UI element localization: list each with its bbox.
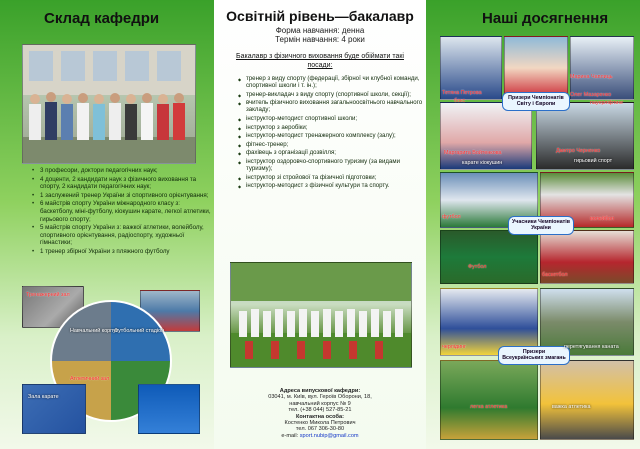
- ukrainian-prizes-bubble: Призери Всеукраїнських змагань: [498, 346, 570, 365]
- corridor-label: Навчальний корпус: [70, 328, 119, 334]
- national-participants-bubble: Учасники Чемпіонатів України: [508, 216, 574, 235]
- positions-list: [234, 75, 424, 191]
- address-heading: Адреса випускової кафедри:: [279, 388, 361, 394]
- staff-item: • 1 заслужений тренер України зі спортивного орієнтування;: [40, 192, 214, 200]
- staff-item: • 6 майстрів спорту України міжнародного класу з: баскетболу, міні-футболу, кіокушин карате, легкої атлетики, гирьового спорту;: [40, 200, 214, 223]
- position-item: ◆ інструктор-методист з фізичної культури та спорту.: [246, 182, 424, 189]
- contact-name: Костенко Микола Петрович: [284, 420, 356, 427]
- contacts-block: [214, 388, 426, 439]
- address-line1: 03041, м. Київ, вул. Героїв Оборони, 18,: [268, 394, 372, 401]
- pool-photo: [138, 384, 200, 434]
- middle-column: [214, 0, 426, 449]
- athlete-name: Маргарита Войтенкова: [444, 150, 502, 156]
- athlete-photo: [570, 36, 634, 100]
- world-champions-block: [440, 36, 632, 168]
- contact-heading: Контактна особа:: [296, 413, 344, 420]
- position-item: ◆ інструктор-методист спортивної школи;: [246, 115, 424, 122]
- staff-item: • 3 професори, доктори педагогічних наук;: [40, 167, 214, 175]
- department-phone: тел. (+38 044) 527-85-21: [288, 407, 352, 414]
- graduates-illustration: [231, 263, 411, 367]
- ukrainian-prizes-block: [440, 288, 632, 438]
- facilities-collage: [22, 286, 200, 438]
- staff-item: • 5 майстрів спорту України з: важкої атлетики, волейболу, спортивного орієнтування, радіоспорту, художньої гімнастики;: [40, 224, 214, 247]
- level-title: Освітній рівень—бакалавр: [226, 8, 414, 24]
- event-photo: [440, 360, 538, 440]
- athlete-sport: бокс: [454, 98, 466, 104]
- team-sport: волейбол: [590, 216, 614, 222]
- world-champions-bubble: Призери Чемпіонатів Світу і Європи: [502, 92, 570, 111]
- address-line2: навчальний корпус № 9: [289, 400, 351, 407]
- email-link[interactable]: sport.nubip@gmail.com: [299, 432, 359, 439]
- athletics-label: Атлетичний зал: [70, 376, 110, 382]
- email-label: e-mail:: [281, 432, 299, 439]
- event-sport: важка атлетика: [552, 404, 591, 410]
- left-column: [0, 0, 214, 449]
- staff-group-illustration: [23, 45, 195, 163]
- position-item: ◆ фахівець з організації дозвілля;: [246, 149, 424, 156]
- team-photo: [440, 230, 538, 284]
- position-item: ◆ фітнес-тренер;: [246, 141, 424, 148]
- athlete-name: Олег Мазаренко: [570, 92, 612, 98]
- staff-title: Склад кафедри: [44, 10, 160, 27]
- staff-item: • 1 тренер збірної України з пляжного футболу: [40, 248, 214, 256]
- team-sport: баскетбол: [542, 272, 568, 278]
- position-item: ◆ інструктор оздоровчо-спортивного туризму (за видами туризму);: [246, 158, 424, 172]
- staff-list: [28, 167, 214, 257]
- stadium-label: Футбольний стадіон: [114, 328, 165, 334]
- staff-item: • 4 доценти, 2 кандидати наук з фізичного виховання та спорту, 2 кандидати педагогічних наук;: [40, 176, 214, 191]
- karate-photo: [22, 384, 86, 434]
- event-sport: черлідинг: [442, 344, 467, 350]
- email-line: [214, 433, 426, 439]
- position-item: ◆ інструктор з аеробіки;: [246, 124, 424, 131]
- athlete-name: Марина Чаплиць: [570, 74, 613, 80]
- contact-phone: тел. 067 306-30-80: [295, 426, 345, 433]
- event-photo: [540, 360, 634, 440]
- athlete-sport: пауерліфтинг: [590, 100, 624, 106]
- right-column: [426, 0, 640, 449]
- position-item: ◆ інструктор зі стройової та фізичної підготовки;: [246, 174, 424, 181]
- athlete-name: Тетяна Петрова: [442, 90, 482, 96]
- position-item: ◆ тренер з виду спорту (федерації, збірної чи клубної команди, спортивної школи і т. ін.);: [246, 75, 424, 89]
- team-sport: Футбол: [468, 264, 487, 270]
- athlete-name: Дмитро Черненко: [556, 148, 601, 154]
- event-sport: перетягування каната: [564, 344, 619, 350]
- graduates-photo: [230, 262, 412, 368]
- team-sport: футбол: [442, 214, 461, 220]
- position-item: ◆ інструктор-методист тренажерного комплексу (залу);: [246, 132, 424, 139]
- karate-label: Зала карате: [28, 394, 59, 400]
- athlete-photo: [504, 36, 568, 100]
- study-form: Форма навчання: денна: [275, 26, 365, 35]
- staff-group-photo: [22, 44, 196, 164]
- study-term: Термін навчання: 4 роки: [275, 35, 365, 44]
- position-item: ◆ вчитель фізичного виховання загальноосвітнього навчального закладу;: [246, 99, 424, 113]
- national-participants-block: [440, 172, 632, 282]
- event-sport: легка атлетика: [470, 404, 508, 410]
- position-item: ◆ тренер-викладач з виду спорту (спортивної школи, секції);: [246, 91, 424, 98]
- athlete-sport: карате кіокушин: [462, 160, 503, 166]
- gym-label: Тренажерний зал: [26, 292, 70, 298]
- positions-heading: Бакалавр з фізичного виховання буде обіймати такі посади:: [236, 53, 404, 69]
- achievements-title: Наші досягнення: [482, 10, 609, 27]
- athlete-sport: гирьовий спорт: [574, 158, 613, 164]
